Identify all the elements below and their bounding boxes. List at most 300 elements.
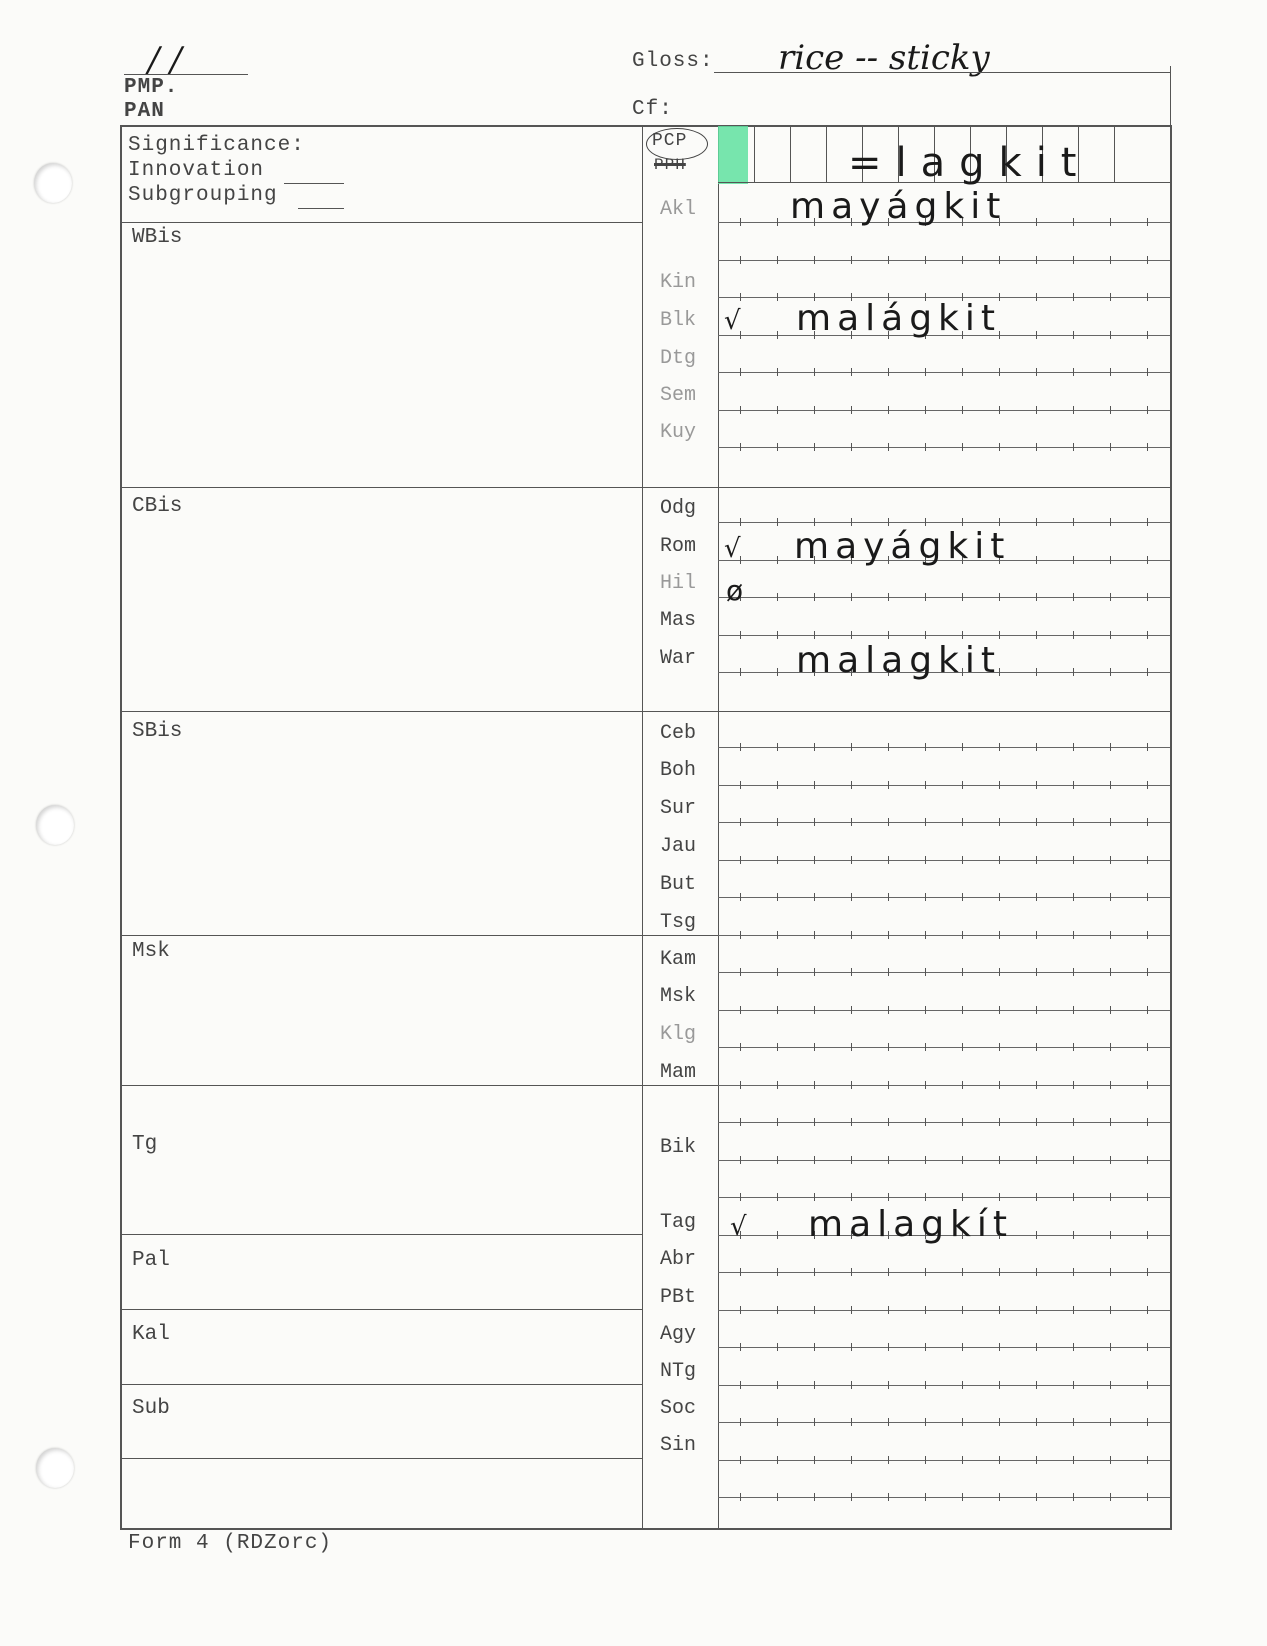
rule-tick <box>814 1193 815 1201</box>
rule-tick <box>851 1343 852 1351</box>
rule-tick <box>851 1456 852 1464</box>
rule-tick <box>962 593 963 601</box>
rule-tick <box>962 856 963 864</box>
rule-tick <box>1036 293 1037 301</box>
rule-tick <box>851 1006 852 1014</box>
rule-tick <box>1073 1231 1074 1239</box>
rule-tick <box>962 931 963 939</box>
rule-tick <box>1147 1118 1148 1126</box>
rule-tick <box>1036 1231 1037 1239</box>
rule-tick <box>1147 293 1148 301</box>
rule-tick <box>962 1043 963 1051</box>
rule-tick <box>740 1043 741 1051</box>
lang-war: War <box>659 647 696 670</box>
rule-tick <box>999 1306 1000 1314</box>
rule-tick <box>925 1343 926 1351</box>
entry-akl: mayágkit <box>790 186 1007 227</box>
rule-tick <box>888 743 889 751</box>
significance-divider <box>120 222 642 223</box>
rule-tick <box>1036 743 1037 751</box>
entry-rule <box>718 935 1170 936</box>
rule-tick <box>925 1493 926 1501</box>
rule-tick <box>962 368 963 376</box>
rule-tick <box>1147 1231 1148 1239</box>
rule-tick <box>962 631 963 639</box>
rule-tick <box>1073 1043 1074 1051</box>
rule-tick <box>814 1456 815 1464</box>
group-tg: Tg <box>132 1133 158 1156</box>
rule-tick <box>814 818 815 826</box>
section-divider-sub-blank <box>120 1458 642 1459</box>
rule-tick <box>1147 218 1148 226</box>
lang-msk: Msk <box>659 985 696 1008</box>
rule-tick <box>1036 1493 1037 1501</box>
section-divider-pal-kal <box>120 1309 642 1310</box>
rule-tick <box>1073 893 1074 901</box>
rule-tick <box>888 1156 889 1164</box>
rule-tick <box>740 1306 741 1314</box>
rule-tick <box>1147 1306 1148 1314</box>
rule-tick <box>1073 968 1074 976</box>
rule-tick <box>814 593 815 601</box>
rule-tick <box>999 968 1000 976</box>
entry-rule <box>718 1272 1170 1273</box>
rule-tick <box>777 1418 778 1426</box>
rule-tick <box>777 781 778 789</box>
rule-tick <box>925 1381 926 1389</box>
lang-kuy: Kuy <box>659 421 696 444</box>
rule-tick <box>888 406 889 414</box>
rule-tick <box>1036 1306 1037 1314</box>
pan-label: PAN <box>124 100 165 123</box>
rule-tick <box>1073 368 1074 376</box>
rule-tick <box>1110 743 1111 751</box>
rule-tick <box>962 1456 963 1464</box>
rule-tick <box>925 443 926 451</box>
rule-tick <box>999 1381 1000 1389</box>
rule-tick <box>1036 1418 1037 1426</box>
rule-tick <box>1147 368 1148 376</box>
rule-tick <box>962 1418 963 1426</box>
rule-tick <box>888 1306 889 1314</box>
rule-tick <box>962 1343 963 1351</box>
rule-tick <box>1073 1006 1074 1014</box>
lang-abr: Abr <box>659 1248 696 1271</box>
group-sub: Sub <box>132 1397 170 1420</box>
rule-tick <box>1073 781 1074 789</box>
rule-tick <box>777 931 778 939</box>
rule-tick <box>1110 256 1111 264</box>
rule-tick <box>777 1043 778 1051</box>
rule-tick <box>1036 856 1037 864</box>
rule-tick <box>740 931 741 939</box>
check-blk: √ <box>724 306 741 336</box>
rule-tick <box>1073 668 1074 676</box>
rule-tick <box>851 256 852 264</box>
rule-tick <box>1110 1456 1111 1464</box>
rule-tick <box>999 406 1000 414</box>
lang-boh: Boh <box>659 759 696 782</box>
proto-box-divider <box>790 126 791 182</box>
innovation-blank[interactable] <box>284 183 344 184</box>
rule-tick <box>777 1268 778 1276</box>
rule-tick <box>888 1118 889 1126</box>
group-pal: Pal <box>132 1249 170 1272</box>
rule-tick <box>962 443 963 451</box>
rule-tick <box>777 1193 778 1201</box>
entry-rule <box>718 897 1170 898</box>
section-divider-wbis-cbis <box>120 487 1172 488</box>
rule-tick <box>888 893 889 901</box>
rule-tick <box>962 1156 963 1164</box>
rule-tick <box>1110 1193 1111 1201</box>
rule-tick <box>925 256 926 264</box>
rule-tick <box>1110 1268 1111 1276</box>
entry-rule <box>718 260 1170 261</box>
rule-tick <box>740 1193 741 1201</box>
entry-rule <box>718 860 1170 861</box>
rule-tick <box>1073 1306 1074 1314</box>
lang-pbt: PBt <box>659 1286 696 1309</box>
rule-tick <box>814 406 815 414</box>
rule-tick <box>1036 893 1037 901</box>
lang-ceb: Ceb <box>659 722 696 745</box>
rule-tick <box>740 218 741 226</box>
entry-rom: mayágkit <box>794 526 1011 567</box>
rule-tick <box>814 1043 815 1051</box>
rule-tick <box>925 1193 926 1201</box>
rule-tick <box>1036 518 1037 526</box>
lang-tsg: Tsg <box>659 911 696 934</box>
rule-tick <box>1147 518 1148 526</box>
rule-tick <box>740 1343 741 1351</box>
rule-tick <box>925 1456 926 1464</box>
rule-tick <box>1073 856 1074 864</box>
rule-tick <box>1036 1343 1037 1351</box>
rule-tick <box>962 1193 963 1201</box>
rule-tick <box>1073 556 1074 564</box>
rule-tick <box>1147 1193 1148 1201</box>
rule-tick <box>999 593 1000 601</box>
rule-tick <box>1147 1343 1148 1351</box>
form-footer: Form 4 (RDZorc) <box>128 1532 333 1555</box>
rule-tick <box>740 256 741 264</box>
rule-tick <box>1036 818 1037 826</box>
gloss-label: Gloss: <box>632 50 714 73</box>
rule-tick <box>814 931 815 939</box>
rule-tick <box>1073 1156 1074 1164</box>
rule-tick <box>1073 518 1074 526</box>
date-marks: / / <box>148 40 182 80</box>
rule-tick <box>1073 293 1074 301</box>
rule-tick <box>1036 593 1037 601</box>
rule-tick <box>1110 406 1111 414</box>
rule-tick <box>1110 1493 1111 1501</box>
date-underline <box>124 74 248 75</box>
rule-tick <box>1147 1268 1148 1276</box>
rule-tick <box>777 293 778 301</box>
rule-tick <box>999 931 1000 939</box>
rule-tick <box>999 781 1000 789</box>
rule-tick <box>962 1268 963 1276</box>
rule-tick <box>962 1081 963 1089</box>
rule-tick <box>1110 593 1111 601</box>
rule-tick <box>1036 968 1037 976</box>
rule-tick <box>740 631 741 639</box>
lang-hil: Hil <box>659 572 696 595</box>
rule-tick <box>925 968 926 976</box>
rule-tick <box>1110 1081 1111 1089</box>
rule-tick <box>1110 1156 1111 1164</box>
rule-tick <box>999 443 1000 451</box>
rule-tick <box>740 818 741 826</box>
rule-tick <box>814 1343 815 1351</box>
lang-sur: Sur <box>659 797 696 820</box>
punch-hole-top <box>34 163 72 203</box>
rule-tick <box>999 856 1000 864</box>
rule-tick <box>851 1193 852 1201</box>
entry-rule <box>718 785 1170 786</box>
rule-tick <box>1036 1193 1037 1201</box>
rule-tick <box>1110 1006 1111 1014</box>
lang-akl: Akl <box>659 198 696 221</box>
rule-tick <box>1036 331 1037 339</box>
divider-notes-langs <box>642 125 643 1530</box>
rule-tick <box>1147 818 1148 826</box>
check-tag: √ <box>730 1212 747 1242</box>
rule-tick <box>740 518 741 526</box>
lang-tag: Tag <box>659 1211 696 1234</box>
rule-tick <box>1147 331 1148 339</box>
rule-tick <box>777 443 778 451</box>
rule-tick <box>1147 1381 1148 1389</box>
rule-tick <box>814 1381 815 1389</box>
rule-tick <box>777 743 778 751</box>
rule-tick <box>999 1343 1000 1351</box>
rule-tick <box>962 743 963 751</box>
section-divider-kal-sub <box>120 1384 642 1385</box>
rule-tick <box>999 1118 1000 1126</box>
rule-tick <box>777 1118 778 1126</box>
rule-tick <box>999 1043 1000 1051</box>
rule-tick <box>1073 1343 1074 1351</box>
rule-tick <box>1147 931 1148 939</box>
rule-tick <box>888 1381 889 1389</box>
rule-tick <box>777 593 778 601</box>
entry-rule <box>718 1160 1170 1161</box>
rule-tick <box>888 781 889 789</box>
rule-tick <box>1110 1118 1111 1126</box>
rule-tick <box>740 968 741 976</box>
rule-tick <box>1036 1156 1037 1164</box>
rule-tick <box>740 368 741 376</box>
rule-tick <box>1036 443 1037 451</box>
rule-tick <box>999 368 1000 376</box>
proto-box-divider <box>1114 126 1115 182</box>
rule-tick <box>1073 406 1074 414</box>
rule-tick <box>851 368 852 376</box>
proto-form-highlight <box>718 126 748 184</box>
rule-tick <box>1036 1456 1037 1464</box>
rule-tick <box>1036 931 1037 939</box>
rule-tick <box>1147 1156 1148 1164</box>
rule-tick <box>814 968 815 976</box>
rule-tick <box>1110 1343 1111 1351</box>
rule-tick <box>962 518 963 526</box>
rule-tick <box>962 818 963 826</box>
rule-tick <box>888 968 889 976</box>
entry-hil: ø <box>726 574 744 607</box>
entry-rule <box>718 1385 1170 1386</box>
rule-tick <box>851 406 852 414</box>
lang-klg: Klg <box>659 1023 696 1046</box>
rule-tick <box>962 1306 963 1314</box>
rule-tick <box>814 631 815 639</box>
section-divider-tg-pal <box>120 1234 642 1235</box>
rule-tick <box>777 1493 778 1501</box>
rule-tick <box>1036 668 1037 676</box>
rule-tick <box>777 818 778 826</box>
rule-tick <box>962 1006 963 1014</box>
rule-tick <box>1147 406 1148 414</box>
rule-tick <box>925 631 926 639</box>
lang-bik: Bik <box>659 1136 696 1159</box>
rule-tick <box>1110 968 1111 976</box>
rule-tick <box>1036 1118 1037 1126</box>
rule-tick <box>1073 256 1074 264</box>
rule-tick <box>962 406 963 414</box>
rule-tick <box>851 1493 852 1501</box>
rule-tick <box>962 893 963 901</box>
rule-tick <box>740 1493 741 1501</box>
lang-kin: Kin <box>659 271 696 294</box>
rule-tick <box>777 968 778 976</box>
rule-tick <box>777 406 778 414</box>
rule-tick <box>851 743 852 751</box>
check-rom: √ <box>724 534 741 564</box>
rule-tick <box>925 1006 926 1014</box>
rule-tick <box>1036 368 1037 376</box>
rule-tick <box>999 1156 1000 1164</box>
rule-tick <box>777 218 778 226</box>
subgrouping-blank[interactable] <box>298 208 344 209</box>
rule-tick <box>1110 818 1111 826</box>
rule-tick <box>777 1381 778 1389</box>
rule-tick <box>1073 331 1074 339</box>
rule-tick <box>999 1456 1000 1464</box>
rule-tick <box>888 856 889 864</box>
rule-tick <box>1147 1418 1148 1426</box>
rule-tick <box>1147 1081 1148 1089</box>
rule-tick <box>888 256 889 264</box>
entry-rule <box>718 747 1170 748</box>
rule-tick <box>777 518 778 526</box>
rule-tick <box>962 1493 963 1501</box>
rule-tick <box>925 781 926 789</box>
rule-tick <box>888 518 889 526</box>
entry-rule <box>718 1085 1170 1086</box>
lang-mas: Mas <box>659 609 696 632</box>
rule-tick <box>888 368 889 376</box>
rule-tick <box>1036 631 1037 639</box>
rule-tick <box>925 743 926 751</box>
rule-tick <box>888 631 889 639</box>
right-top-frame <box>1170 66 1171 126</box>
rule-tick <box>851 1381 852 1389</box>
rule-tick <box>1147 256 1148 264</box>
rule-tick <box>1110 518 1111 526</box>
rule-tick <box>925 593 926 601</box>
entry-rule <box>718 1422 1170 1423</box>
rule-tick <box>851 818 852 826</box>
rule-tick <box>1036 256 1037 264</box>
rule-tick <box>888 1081 889 1089</box>
rule-tick <box>888 1343 889 1351</box>
lang-rom: Rom <box>659 535 696 558</box>
group-wbis: WBis <box>132 226 183 249</box>
rule-tick <box>814 443 815 451</box>
rule-tick <box>925 518 926 526</box>
rule-tick <box>777 368 778 376</box>
rule-tick <box>1147 1456 1148 1464</box>
rule-tick <box>1110 781 1111 789</box>
entry-rule <box>718 1122 1170 1123</box>
rule-tick <box>1073 1081 1074 1089</box>
punch-hole-bottom <box>36 1448 74 1488</box>
entry-rule <box>718 522 1170 523</box>
rule-tick <box>740 1156 741 1164</box>
rule-tick <box>777 856 778 864</box>
rule-tick <box>962 1381 963 1389</box>
rule-tick <box>925 406 926 414</box>
rule-tick <box>1110 556 1111 564</box>
rule-tick <box>814 781 815 789</box>
rule-tick <box>925 1156 926 1164</box>
rule-tick <box>740 406 741 414</box>
rule-tick <box>1147 781 1148 789</box>
rule-tick <box>851 968 852 976</box>
entry-rule <box>718 1047 1170 1048</box>
rule-tick <box>851 1268 852 1276</box>
rule-tick <box>999 1006 1000 1014</box>
rule-tick <box>740 781 741 789</box>
rule-tick <box>999 1418 1000 1426</box>
rule-tick <box>1036 1043 1037 1051</box>
rule-tick <box>962 1118 963 1126</box>
rule-tick <box>1147 631 1148 639</box>
group-kal: Kal <box>132 1323 170 1346</box>
rule-tick <box>814 1268 815 1276</box>
rule-tick <box>999 256 1000 264</box>
rule-tick <box>851 1156 852 1164</box>
rule-tick <box>1110 368 1111 376</box>
rule-tick <box>1110 218 1111 226</box>
rule-tick <box>1036 218 1037 226</box>
rule-tick <box>740 443 741 451</box>
rule-tick <box>814 368 815 376</box>
entry-rule <box>718 410 1170 411</box>
entry-blk: malágkit <box>796 298 1002 339</box>
rule-tick <box>777 1306 778 1314</box>
rule-tick <box>1110 443 1111 451</box>
rule-tick <box>999 1493 1000 1501</box>
rule-tick <box>1147 556 1148 564</box>
rule-tick <box>777 1006 778 1014</box>
rule-tick <box>962 256 963 264</box>
lang-jau: Jau <box>659 835 696 858</box>
rule-tick <box>1073 1456 1074 1464</box>
pph-crossed-label: PPH <box>654 156 686 174</box>
